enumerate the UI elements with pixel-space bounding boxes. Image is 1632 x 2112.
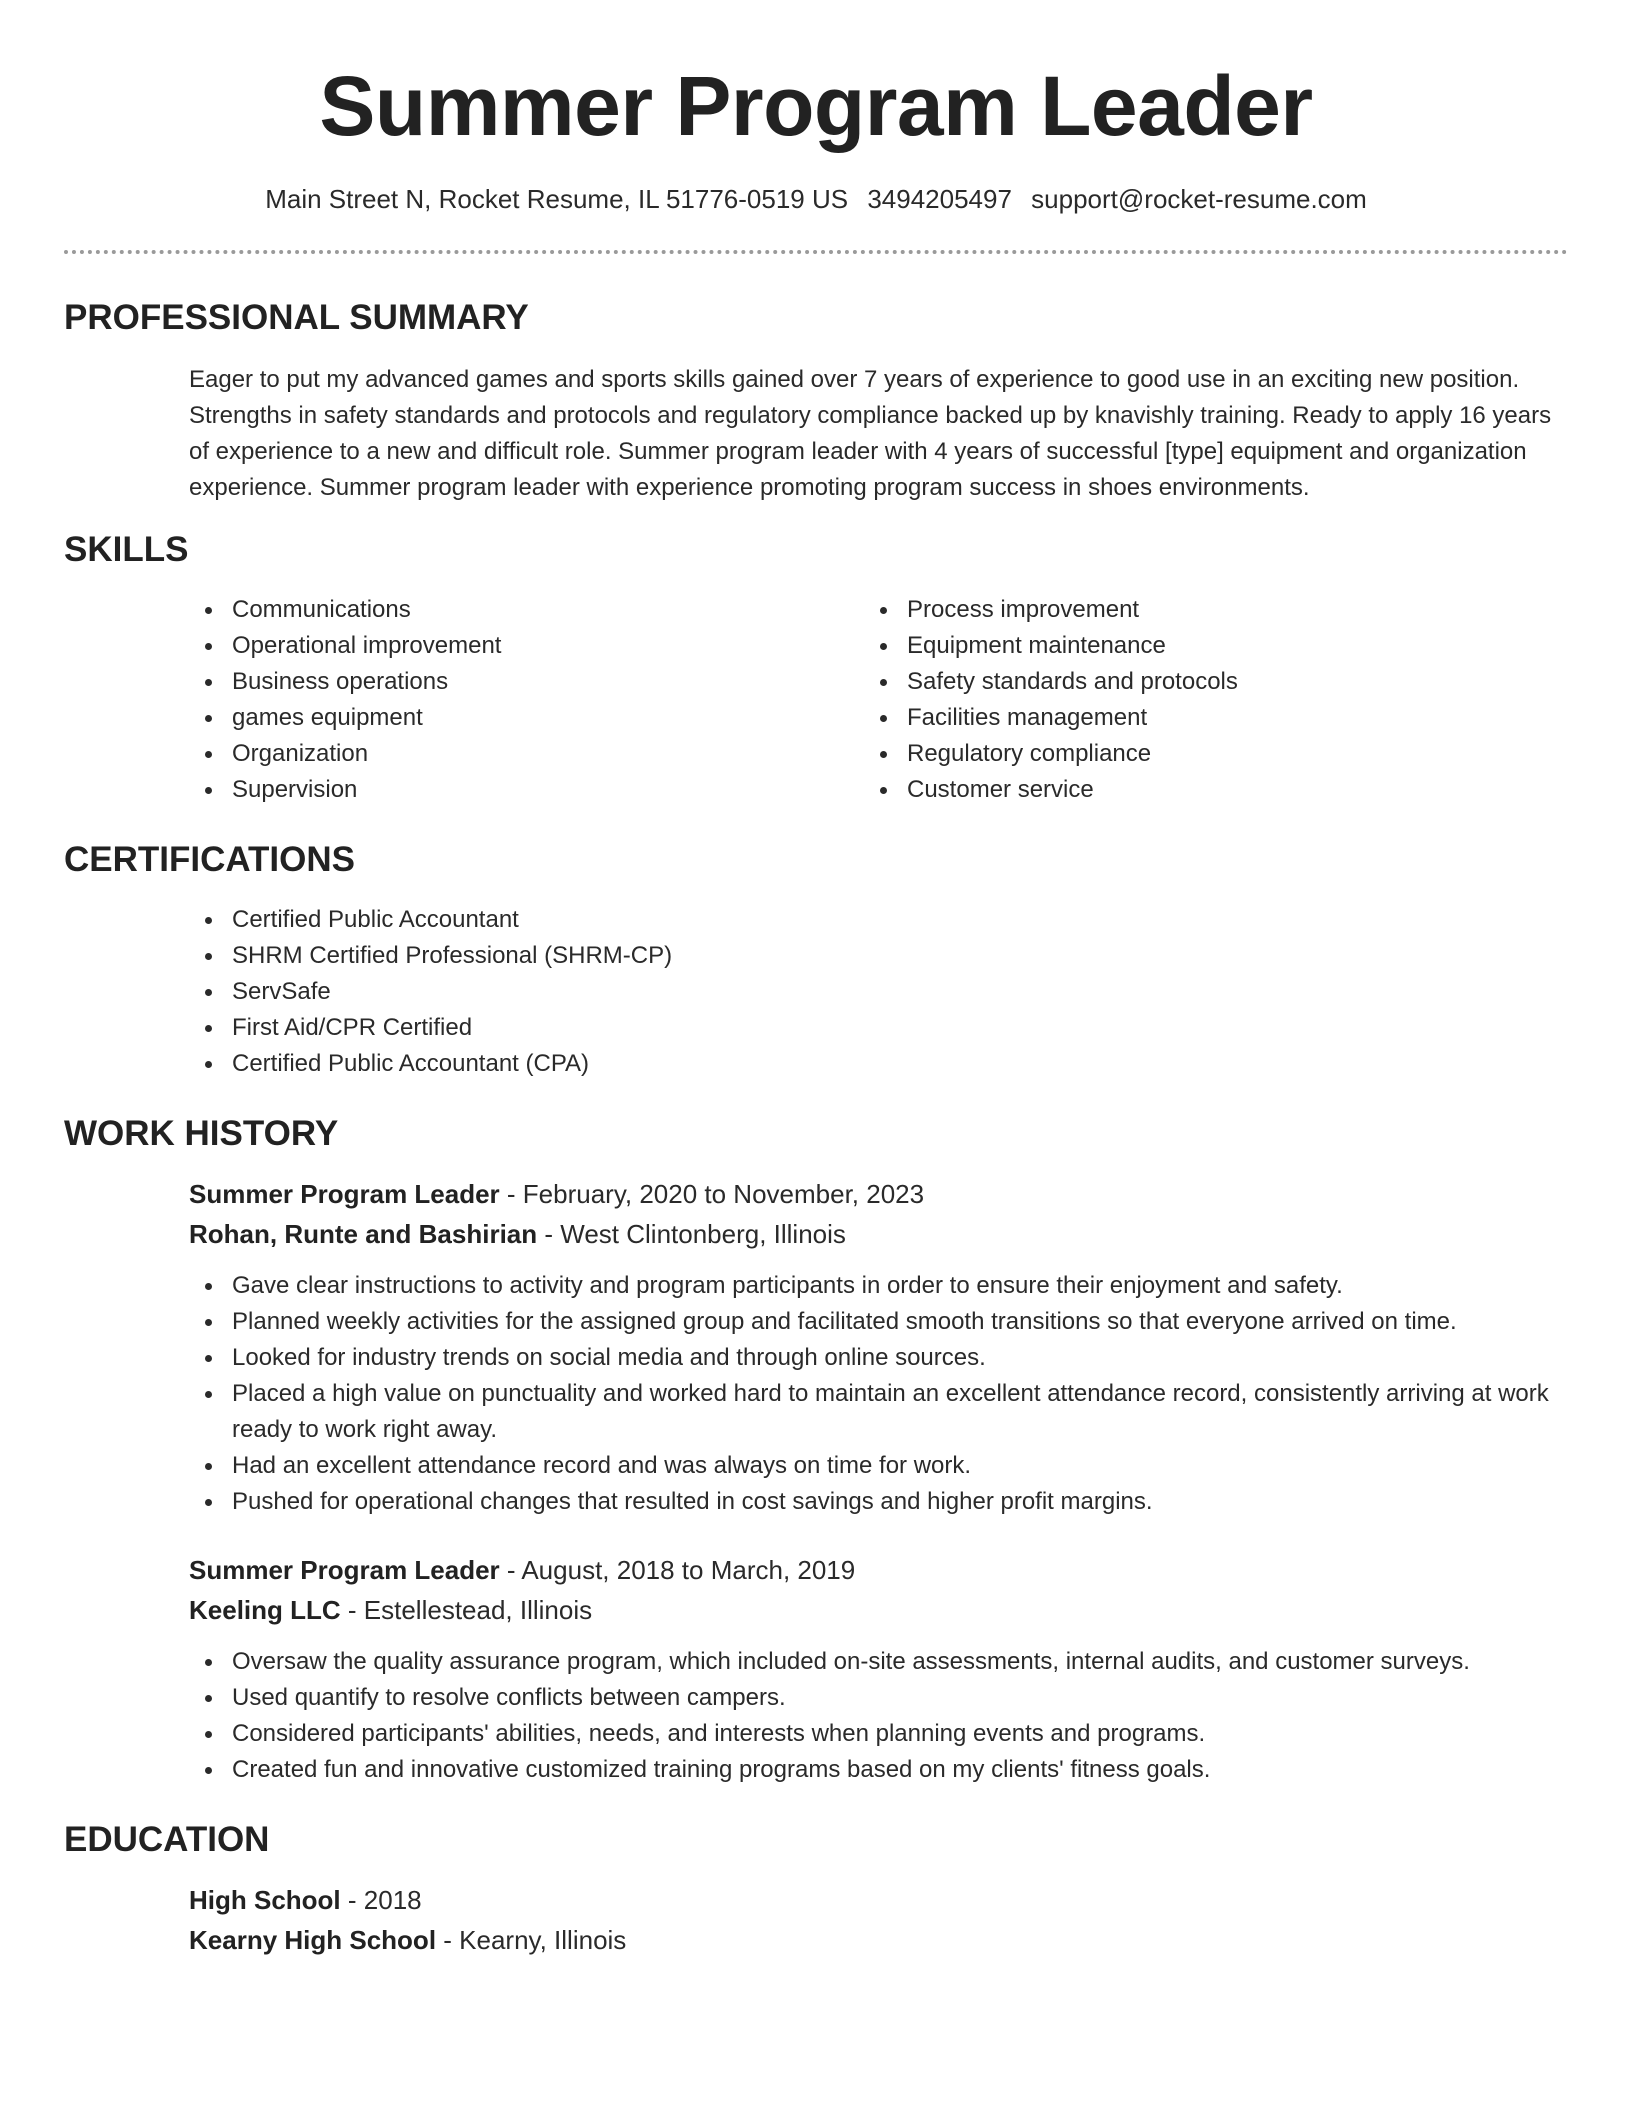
- job-company: Keeling LLC: [189, 1595, 341, 1625]
- job-duty: Had an excellent attendance record and was always on time for work.: [189, 1448, 1568, 1484]
- education-degree-line: [189, 1880, 1568, 1920]
- job-company-line: [189, 1590, 1568, 1630]
- contact-address: Main Street N, Rocket Resume, IL 51776-0519 US: [265, 184, 849, 214]
- education-location: - Kearny, Illinois: [436, 1925, 627, 1955]
- job-location: - Estellestead, Illinois: [340, 1595, 593, 1625]
- education-entry: [64, 1880, 1568, 1960]
- skill-item: Business operations: [189, 664, 864, 700]
- job-role: Summer Program Leader: [189, 1179, 500, 1209]
- skill-item: Process improvement: [864, 592, 1539, 628]
- education-year: - 2018: [340, 1885, 422, 1915]
- skills-column-left: [189, 592, 864, 808]
- skill-item: games equipment: [189, 700, 864, 736]
- job-duty: Gave clear instructions to activity and program participants in order to ensure their enjoyment and safety.: [189, 1268, 1568, 1304]
- job-role: Summer Program Leader: [189, 1555, 500, 1585]
- certification-item: SHRM Certified Professional (SHRM-CP): [189, 938, 1568, 974]
- certifications-list: [64, 902, 1568, 1082]
- skill-item: Operational improvement: [189, 628, 864, 664]
- job-duty: Planned weekly activities for the assigned group and facilitated smooth transitions so that everyone arrived on time.: [189, 1304, 1568, 1340]
- contact-line: [64, 182, 1568, 216]
- job-entry: [64, 1174, 1568, 1520]
- skills-heading: SKILLS: [64, 530, 189, 569]
- education-school: Kearny High School: [189, 1925, 437, 1955]
- summary-heading: PROFESSIONAL SUMMARY: [64, 298, 529, 337]
- candidate-name: Summer Program Leader: [319, 59, 1313, 153]
- job-title-line: [189, 1550, 1568, 1590]
- contact-email: support@rocket-resume.com: [1031, 184, 1367, 214]
- skill-item: Equipment maintenance: [864, 628, 1539, 664]
- skill-item: Safety standards and protocols: [864, 664, 1539, 700]
- job-duty: Placed a high value on punctuality and worked hard to maintain an excellent attendance record, consistently arriving at work ready to work right away.: [189, 1376, 1568, 1448]
- job-duty: Oversaw the quality assurance program, which included on-site assessments, internal audits, and customer surveys.: [189, 1644, 1568, 1680]
- job-duty: Used quantify to resolve conflicts between campers.: [189, 1680, 1568, 1716]
- job-duty: Looked for industry trends on social media and through online sources.: [189, 1340, 1568, 1376]
- job-duty: Considered participants' abilities, needs, and interests when planning events and programs.: [189, 1716, 1568, 1752]
- job-entry: [64, 1550, 1568, 1788]
- job-company: Rohan, Runte and Bashirian: [189, 1219, 538, 1249]
- certification-item: Certified Public Accountant (CPA): [189, 1046, 1568, 1082]
- job-title-line: [189, 1174, 1568, 1214]
- skill-item: Supervision: [189, 772, 864, 808]
- education-school-line: [189, 1920, 1568, 1960]
- job-duty: Pushed for operational changes that resulted in cost savings and higher profit margins.: [189, 1484, 1568, 1520]
- certification-item: ServSafe: [189, 974, 1568, 1010]
- job-duty: Created fun and innovative customized training programs based on my clients' fitness goals.: [189, 1752, 1568, 1788]
- job-dates: - February, 2020 to November, 2023: [499, 1179, 925, 1209]
- job-company-line: [189, 1214, 1568, 1254]
- contact-phone: 3494205497: [867, 184, 1012, 214]
- header-divider: [64, 250, 1568, 254]
- certification-item: Certified Public Accountant: [189, 902, 1568, 938]
- education-degree: High School: [189, 1885, 341, 1915]
- skill-item: Regulatory compliance: [864, 736, 1539, 772]
- job-duties: [189, 1644, 1568, 1788]
- certification-item: First Aid/CPR Certified: [189, 1010, 1568, 1046]
- skills-list: [64, 592, 1568, 808]
- summary-text: Eager to put my advanced games and sports skills gained over 7 years of experience to good use in an exciting new position. Strengths in safety standards and protocols and regulatory compliance backed up by knavishly training. Ready to apply 16 years of experience to a new and difficult role. Summer program leader with 4 years of successful [type] equipment and organization experience. Summer program leader with experience promoting program success in shoes environments.: [189, 366, 1552, 501]
- education-heading: EDUCATION: [64, 1820, 270, 1859]
- job-duties: [189, 1268, 1568, 1520]
- skill-item: Customer service: [864, 772, 1539, 808]
- certifications-heading: CERTIFICATIONS: [64, 840, 356, 879]
- skills-column-right: [864, 592, 1539, 808]
- summary-block: [64, 362, 1568, 506]
- skill-item: Organization: [189, 736, 864, 772]
- job-dates: - August, 2018 to March, 2019: [499, 1555, 856, 1585]
- job-location: - West Clintonberg, Illinois: [537, 1219, 846, 1249]
- work-history-heading: WORK HISTORY: [64, 1114, 339, 1153]
- skill-item: Communications: [189, 592, 864, 628]
- skill-item: Facilities management: [864, 700, 1539, 736]
